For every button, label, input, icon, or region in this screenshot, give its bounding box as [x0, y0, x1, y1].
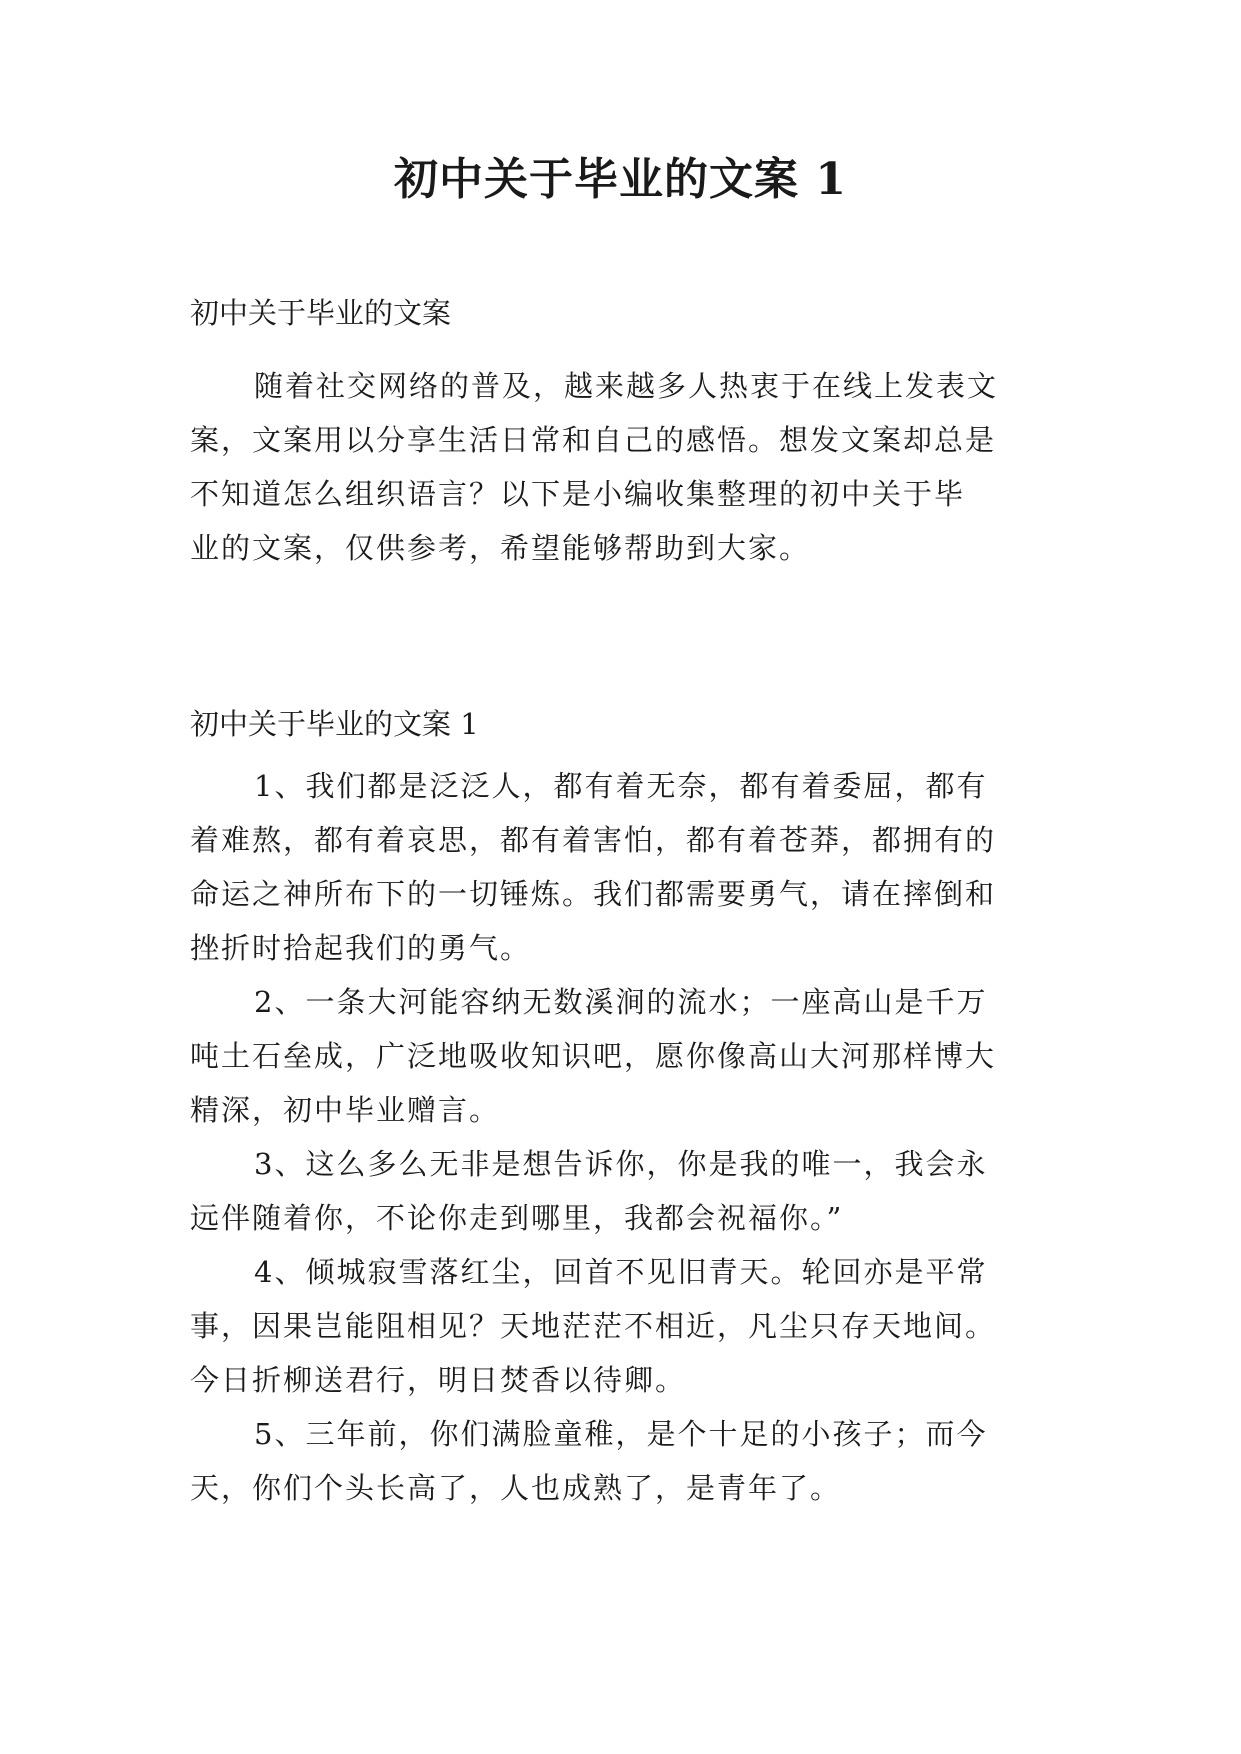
- intro-paragraph: [190, 359, 1070, 575]
- list-item-line: 吨土石垒成，广泛地吸收知识吧，愿你像高山大河那样博大: [190, 1039, 997, 1073]
- list-item-line: 着难熬，都有着哀思，都有着害怕，都有着苍莽，都拥有的: [190, 823, 997, 857]
- intro-line: 不知道怎么组织语言？以下是小编收集整理的初中关于毕: [190, 477, 966, 511]
- section-heading: 初中关于毕业的文案 1: [190, 707, 479, 741]
- list-item-5: [190, 1407, 1070, 1515]
- intro-line: 业的文案，仅供参考，希望能够帮助到大家。: [190, 531, 811, 565]
- list-item-line: 3、这么多么无非是想告诉你，你是我的唯一，我会永: [254, 1147, 988, 1181]
- list-item-line: 1、我们都是泛泛人，都有着无奈，都有着委屈，都有: [254, 769, 988, 803]
- list-item-line: 事，因果岂能阻相见？天地茫茫不相近，凡尘只存天地间。: [190, 1309, 997, 1343]
- list-item-4: [190, 1245, 1070, 1407]
- list-item-line: 精深，初中毕业赠言。: [190, 1093, 501, 1127]
- intro-line: 案，文案用以分享生活日常和自己的感悟。想发文案却总是: [190, 423, 997, 457]
- list-item-2: [190, 975, 1070, 1137]
- list-item-line: 5、三年前，你们满脸童稚，是个十足的小孩子；而今: [254, 1417, 988, 1451]
- intro-line: 随着社交网络的普及，越来越多人热衷于在线上发表文: [254, 369, 999, 403]
- list-item-line: 今日折柳送君行，明日焚香以待卿。: [190, 1363, 687, 1397]
- list-item-line: 挫折时拾起我们的勇气。: [190, 931, 532, 965]
- document-title: 初中关于毕业的文案 1: [394, 154, 847, 205]
- document-subtitle: 初中关于毕业的文案: [190, 296, 452, 330]
- list-item-line: 远伴随着你，不论你走到哪里，我都会祝福你。”: [190, 1201, 844, 1235]
- list-item-line: 命运之神所布下的一切锤炼。我们都需要勇气，请在摔倒和: [190, 877, 997, 911]
- list-item-1: [190, 759, 1070, 975]
- list-item-line: 4、倾城寂雪落红尘，回首不见旧青天。轮回亦是平常: [254, 1255, 988, 1289]
- list-item-line: 2、一条大河能容纳无数溪涧的流水；一座高山是千万: [254, 985, 988, 1019]
- list-item-line: 天，你们个头长高了，人也成熟了，是青年了。: [190, 1471, 842, 1505]
- list-item-3: [190, 1137, 1070, 1245]
